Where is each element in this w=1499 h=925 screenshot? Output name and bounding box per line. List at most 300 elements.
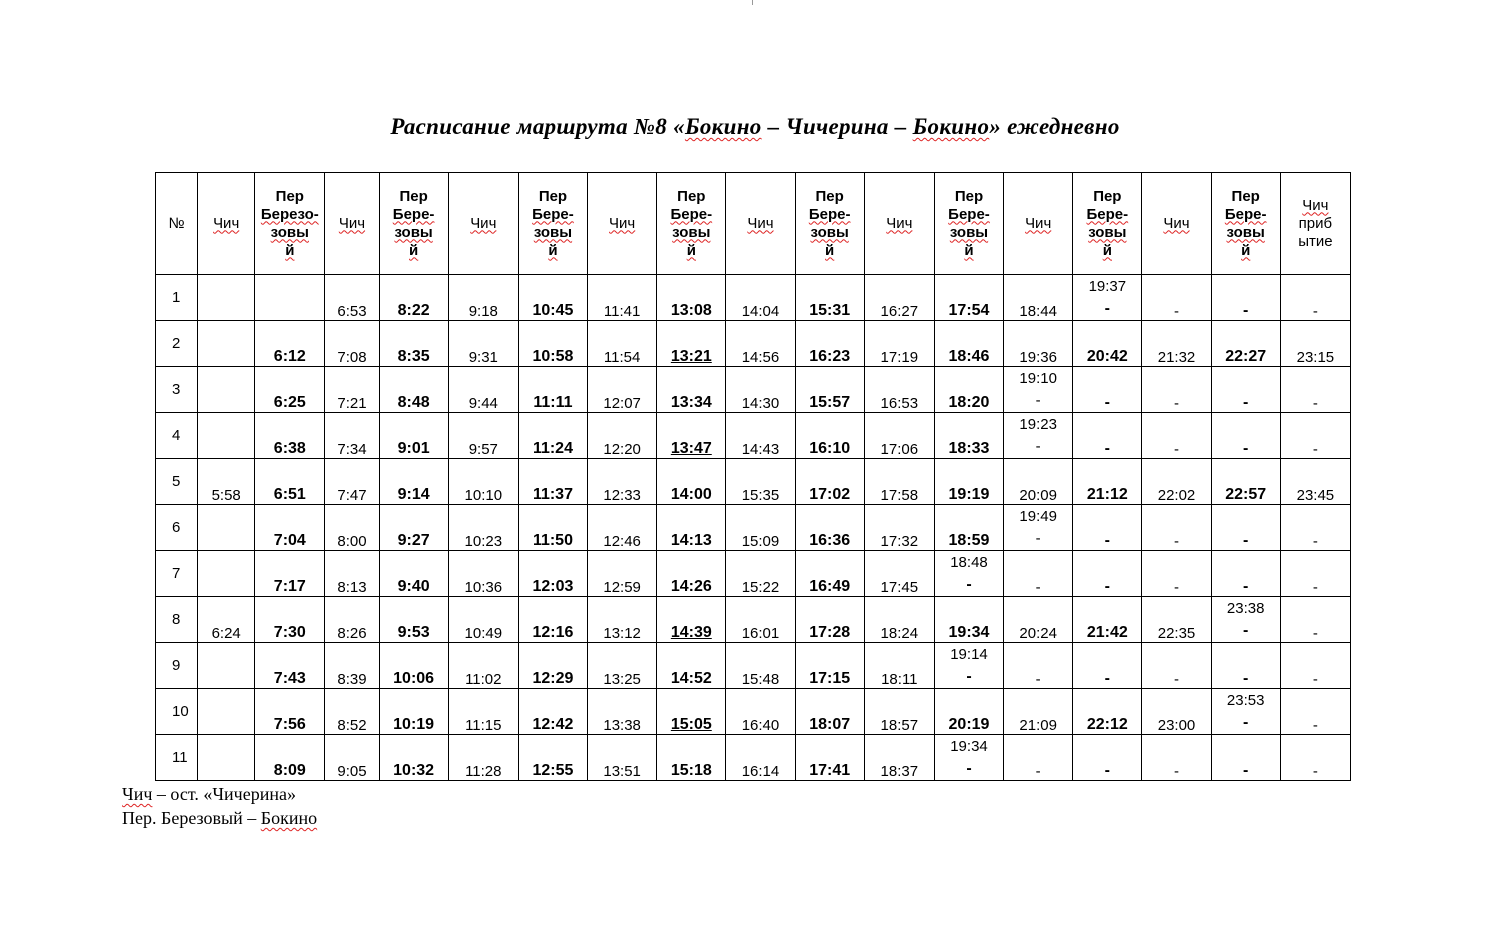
time-value-lower: - <box>1243 622 1249 639</box>
time-value: 10:49 <box>464 625 503 642</box>
time-value: 11:50 <box>532 532 573 549</box>
time-cell <box>1280 413 1350 459</box>
time-value: 16:53 <box>880 395 919 412</box>
time-value: - <box>1243 302 1249 319</box>
column-header-line: й <box>964 241 974 259</box>
time-value: 10:36 <box>464 579 503 596</box>
time-value: 15:09 <box>741 533 780 550</box>
title-middle: – Чичерина – <box>761 114 913 139</box>
time-value: 21:12 <box>1086 486 1128 503</box>
row-number: 9 <box>156 643 198 689</box>
time-cell <box>198 275 255 321</box>
time-cell <box>657 275 726 321</box>
time-cell <box>198 643 255 689</box>
time-value: 11:02 <box>465 671 502 688</box>
schedule-table <box>155 172 1351 781</box>
time-cell <box>518 459 587 505</box>
time-cell <box>1004 367 1073 413</box>
time-value: 17:45 <box>880 579 919 596</box>
time-cell <box>1142 321 1211 367</box>
time-value: 18:11 <box>881 671 918 688</box>
time-value: 18:44 <box>1019 303 1057 320</box>
time-value: 12:16 <box>532 624 574 641</box>
time-value: 15:18 <box>670 762 712 779</box>
time-value: - <box>1312 763 1318 780</box>
time-cell <box>255 689 325 735</box>
time-value: - <box>1243 532 1249 549</box>
time-cell <box>726 321 795 367</box>
time-value: 9:18 <box>468 303 498 320</box>
time-cell <box>448 459 518 505</box>
time-cell <box>934 597 1003 643</box>
time-value: 18:37 <box>880 763 919 780</box>
time-value: - <box>1312 579 1318 596</box>
time-value-lower: - <box>966 668 972 685</box>
time-value-lower: - <box>966 576 972 593</box>
time-cell <box>864 459 934 505</box>
time-value: 16:23 <box>809 348 851 365</box>
time-cell <box>1004 551 1073 597</box>
time-value: 12:42 <box>532 716 574 733</box>
time-value-lower: - <box>1035 438 1041 455</box>
time-value: 21:42 <box>1086 624 1128 641</box>
time-value: - <box>1312 395 1318 412</box>
time-cell <box>1073 275 1142 321</box>
time-cell <box>1073 735 1142 781</box>
time-cell <box>379 551 448 597</box>
column-header <box>726 173 795 275</box>
time-cell <box>864 275 934 321</box>
column-header-line: Пер <box>399 187 428 205</box>
time-value: 12:20 <box>603 441 641 458</box>
column-header-line: Бере- <box>1224 205 1267 223</box>
time-cell <box>1004 689 1073 735</box>
time-value: 12:33 <box>603 487 641 504</box>
time-cell <box>325 413 379 459</box>
time-value: 8:09 <box>273 762 306 779</box>
table-row <box>156 735 1351 781</box>
page-edge-mark <box>752 0 753 5</box>
column-header-line: Пер <box>1093 187 1122 205</box>
time-value: 11:15 <box>465 717 502 734</box>
time-cell <box>1142 459 1211 505</box>
time-value: 6:51 <box>273 486 306 503</box>
time-cell <box>379 367 448 413</box>
column-header-line: зовы <box>672 223 711 241</box>
time-cell <box>1142 643 1211 689</box>
column-header <box>448 173 518 275</box>
time-value: 22:12 <box>1086 716 1128 733</box>
time-value: 23:15 <box>1296 349 1335 366</box>
time-value: 12:07 <box>603 395 641 412</box>
column-header-line: й <box>686 241 696 259</box>
time-value: 7:30 <box>273 624 306 641</box>
time-cell <box>1280 597 1350 643</box>
time-cell <box>198 551 255 597</box>
time-value: 16:49 <box>809 578 851 595</box>
time-value: 17:58 <box>880 487 919 504</box>
time-cell <box>657 367 726 413</box>
time-value: 9:53 <box>397 624 430 641</box>
time-cell <box>657 597 726 643</box>
time-value: - <box>1104 578 1110 595</box>
time-cell <box>325 735 379 781</box>
time-cell <box>448 367 518 413</box>
column-header-line: й <box>285 241 295 259</box>
time-value: 15:22 <box>741 579 780 596</box>
column-header-line: Бере- <box>1086 205 1129 223</box>
column-header-line: Бере- <box>808 205 851 223</box>
time-cell <box>934 321 1003 367</box>
time-value: 12:03 <box>532 578 574 595</box>
time-cell <box>588 597 657 643</box>
time-cell <box>934 689 1003 735</box>
time-value: 6:24 <box>211 625 241 642</box>
time-cell <box>1211 505 1280 551</box>
time-cell <box>726 275 795 321</box>
column-header-line: зовы <box>533 223 573 241</box>
time-cell <box>448 597 518 643</box>
time-value: 14:30 <box>741 395 780 412</box>
table-row <box>156 551 1351 597</box>
column-header-label: Чич <box>338 214 366 232</box>
title-suffix: » ежедневно <box>989 114 1120 139</box>
time-cell <box>588 735 657 781</box>
time-value-upper: 19:49 <box>1019 508 1057 525</box>
time-value: - <box>1174 533 1179 550</box>
column-header <box>255 173 325 275</box>
time-cell <box>325 321 379 367</box>
column-header <box>1211 173 1280 275</box>
time-value: 21:09 <box>1019 717 1057 734</box>
time-value: - <box>1104 394 1110 411</box>
title-bokino: Бокино <box>684 114 762 139</box>
column-header-line: ытие <box>1298 232 1333 250</box>
column-header-label: Чич <box>1025 214 1052 232</box>
time-cell <box>448 321 518 367</box>
time-cell <box>1073 597 1142 643</box>
time-cell <box>255 643 325 689</box>
time-value: 7:47 <box>337 487 367 504</box>
time-value: 22:57 <box>1225 486 1267 503</box>
column-header <box>198 173 255 275</box>
time-cell <box>934 551 1003 597</box>
column-header-label: Чич <box>747 214 774 232</box>
time-value: 14:56 <box>741 349 780 366</box>
time-cell <box>726 505 795 551</box>
time-cell <box>1211 367 1280 413</box>
time-cell <box>1004 321 1073 367</box>
time-cell <box>1142 597 1211 643</box>
time-cell <box>657 643 726 689</box>
time-cell <box>1073 689 1142 735</box>
time-value: 11:28 <box>465 763 502 780</box>
time-value: 14:26 <box>670 578 712 595</box>
column-header-line: зовы <box>394 223 433 241</box>
time-value: 11:37 <box>532 486 573 503</box>
legend <box>122 782 317 830</box>
time-value: - <box>1174 671 1179 688</box>
column-header-line: Пер <box>815 187 844 205</box>
time-value: 10:32 <box>393 762 435 779</box>
time-value: 6:38 <box>273 440 306 457</box>
time-cell <box>1280 643 1350 689</box>
time-value: 20:19 <box>948 716 990 733</box>
time-cell <box>198 459 255 505</box>
time-value: 10:58 <box>532 348 574 365</box>
time-value: - <box>1104 670 1110 687</box>
time-value: 19:19 <box>948 486 990 503</box>
time-cell <box>255 735 325 781</box>
time-value: 10:19 <box>393 716 435 733</box>
time-value: 9:57 <box>468 441 498 458</box>
time-value: 11:54 <box>603 349 641 366</box>
time-value: - <box>1312 625 1318 642</box>
time-value: 10:45 <box>532 302 574 319</box>
time-value: - <box>1243 394 1249 411</box>
column-header-line: й <box>1102 241 1112 259</box>
time-value: 8:00 <box>337 533 367 550</box>
time-value: 17:28 <box>809 624 851 641</box>
time-cell <box>726 413 795 459</box>
time-cell <box>1211 643 1280 689</box>
column-header <box>588 173 657 275</box>
time-value: 8:52 <box>337 717 367 734</box>
time-value: 9:40 <box>397 578 430 595</box>
time-value: 14:43 <box>741 441 780 458</box>
time-value: 16:01 <box>741 625 780 642</box>
time-value: - <box>1174 763 1179 780</box>
time-cell <box>1211 735 1280 781</box>
time-value: 16:36 <box>809 532 851 549</box>
time-value-upper: 23:38 <box>1226 600 1265 617</box>
column-header-label: № <box>168 214 185 232</box>
time-value: 11:11 <box>533 394 573 411</box>
time-cell <box>1280 275 1350 321</box>
time-value: - <box>1035 579 1041 596</box>
time-value: 18:07 <box>809 716 851 733</box>
time-cell <box>1280 367 1350 413</box>
column-header <box>156 173 198 275</box>
time-cell <box>795 551 864 597</box>
row-number: 5 <box>156 459 198 505</box>
time-value: 10:10 <box>464 487 503 504</box>
time-value-lower: - <box>966 760 972 777</box>
time-value: - <box>1104 440 1110 457</box>
time-cell <box>588 505 657 551</box>
time-cell <box>588 275 657 321</box>
time-cell <box>1004 597 1073 643</box>
time-cell <box>657 735 726 781</box>
time-cell <box>379 275 448 321</box>
time-value: 16:10 <box>809 440 851 457</box>
time-cell <box>1142 735 1211 781</box>
time-value: 7:17 <box>273 578 306 595</box>
time-cell <box>795 367 864 413</box>
time-cell <box>1004 505 1073 551</box>
time-cell <box>588 551 657 597</box>
time-cell <box>325 275 379 321</box>
time-cell <box>1073 459 1142 505</box>
row-number: 2 <box>156 321 198 367</box>
title-bokino-2: Бокино <box>912 114 990 139</box>
time-cell <box>726 459 795 505</box>
time-cell <box>518 505 587 551</box>
time-value: 14:00 <box>670 486 712 503</box>
time-value: 14:04 <box>741 303 780 320</box>
time-value: 8:22 <box>397 302 430 319</box>
column-header-line: Бере- <box>670 205 713 223</box>
time-value: 9:31 <box>468 349 498 366</box>
time-cell <box>1004 735 1073 781</box>
time-value: 14:52 <box>670 670 712 687</box>
time-value: - <box>1104 762 1110 779</box>
time-value: 9:05 <box>337 763 367 780</box>
time-cell <box>518 367 587 413</box>
row-number: 7 <box>156 551 198 597</box>
column-header-line: Пер <box>275 187 304 205</box>
time-value-lower: - <box>1243 714 1249 731</box>
time-cell <box>864 367 934 413</box>
time-cell <box>255 551 325 597</box>
time-cell <box>934 505 1003 551</box>
time-cell <box>379 413 448 459</box>
time-cell <box>325 551 379 597</box>
time-cell <box>448 643 518 689</box>
column-header-label: Чич <box>886 214 913 232</box>
time-value-upper: 19:23 <box>1019 416 1057 433</box>
time-cell <box>795 459 864 505</box>
time-value-upper: 19:14 <box>950 646 988 663</box>
time-cell <box>657 459 726 505</box>
time-cell <box>726 643 795 689</box>
time-cell <box>379 689 448 735</box>
time-value: - <box>1035 763 1041 780</box>
time-value: 7:34 <box>337 441 367 458</box>
time-cell <box>726 551 795 597</box>
time-cell <box>325 643 379 689</box>
time-value: 18:20 <box>948 394 990 411</box>
time-cell <box>726 689 795 735</box>
column-header <box>1142 173 1211 275</box>
time-cell <box>1280 551 1350 597</box>
time-value: 14:13 <box>670 532 712 549</box>
legend-abbr-chich: Чич <box>122 784 153 804</box>
time-value: 6:12 <box>273 348 306 365</box>
time-value-lower: - <box>1104 300 1110 317</box>
table-row <box>156 275 1351 321</box>
time-cell <box>325 367 379 413</box>
column-header-line: Березо- <box>260 205 319 223</box>
column-header-line: Пер <box>677 187 706 205</box>
time-value: 10:23 <box>464 533 503 550</box>
time-value: 6:25 <box>273 394 306 411</box>
time-cell <box>864 551 934 597</box>
time-value: 17:06 <box>880 441 919 458</box>
row-number: 4 <box>156 413 198 459</box>
table-row <box>156 413 1351 459</box>
time-cell <box>1142 367 1211 413</box>
time-value-upper: 23:53 <box>1226 692 1265 709</box>
time-value: 15:57 <box>809 394 851 411</box>
time-value: 11:24 <box>532 440 573 457</box>
time-cell <box>255 459 325 505</box>
legend-chich-desc: – ост. «Чичерина» <box>152 784 296 804</box>
time-cell <box>795 643 864 689</box>
column-header <box>934 173 1003 275</box>
column-header-line: зовы <box>1226 223 1265 241</box>
time-cell <box>1211 459 1280 505</box>
time-cell <box>1211 413 1280 459</box>
time-cell <box>379 735 448 781</box>
time-value: 15:48 <box>741 671 780 688</box>
row-number: 8 <box>156 597 198 643</box>
time-cell <box>1211 321 1280 367</box>
time-value: 13:51 <box>603 763 641 780</box>
time-value: 18:59 <box>948 532 990 549</box>
time-cell <box>448 275 518 321</box>
time-value: 13:25 <box>603 671 641 688</box>
time-value: 7:21 <box>337 395 367 412</box>
time-cell <box>795 597 864 643</box>
time-value: 17:15 <box>809 670 851 687</box>
time-cell <box>864 505 934 551</box>
time-cell <box>864 689 934 735</box>
header-row <box>156 173 1351 275</box>
time-cell <box>198 597 255 643</box>
time-cell <box>657 321 726 367</box>
time-value-lower: - <box>1035 392 1041 409</box>
column-header-line: Пер <box>954 187 984 205</box>
time-value: 8:35 <box>397 348 430 365</box>
title-prefix: Расписание маршрута №8 « <box>390 114 685 139</box>
time-value-upper: 19:10 <box>1019 370 1057 387</box>
time-cell <box>1004 459 1073 505</box>
time-value: 5:58 <box>211 487 241 504</box>
time-cell <box>325 689 379 735</box>
time-cell <box>255 367 325 413</box>
time-value-upper: 19:34 <box>950 738 988 755</box>
time-cell <box>1280 459 1350 505</box>
time-value: 13:12 <box>603 625 641 642</box>
time-cell <box>518 643 587 689</box>
time-value: 9:44 <box>468 395 498 412</box>
time-cell <box>379 643 448 689</box>
time-value: 12:59 <box>603 579 641 596</box>
table-row <box>156 321 1351 367</box>
time-cell <box>795 735 864 781</box>
time-value: - <box>1312 303 1318 320</box>
time-cell <box>198 735 255 781</box>
time-value: - <box>1312 671 1318 688</box>
time-cell <box>255 321 325 367</box>
legend-bokino: Бокино <box>260 808 318 828</box>
time-cell <box>255 413 325 459</box>
time-cell <box>934 459 1003 505</box>
column-header <box>795 173 864 275</box>
time-cell <box>1142 505 1211 551</box>
time-value: - <box>1243 670 1249 687</box>
time-cell <box>588 643 657 689</box>
time-value: 12:55 <box>532 762 574 779</box>
time-cell <box>198 505 255 551</box>
time-value-upper: 19:37 <box>1088 278 1127 295</box>
time-cell <box>518 413 587 459</box>
time-value: 21:32 <box>1157 349 1196 366</box>
time-value: 17:41 <box>809 762 851 779</box>
time-value: 16:27 <box>880 303 919 320</box>
time-cell <box>448 413 518 459</box>
